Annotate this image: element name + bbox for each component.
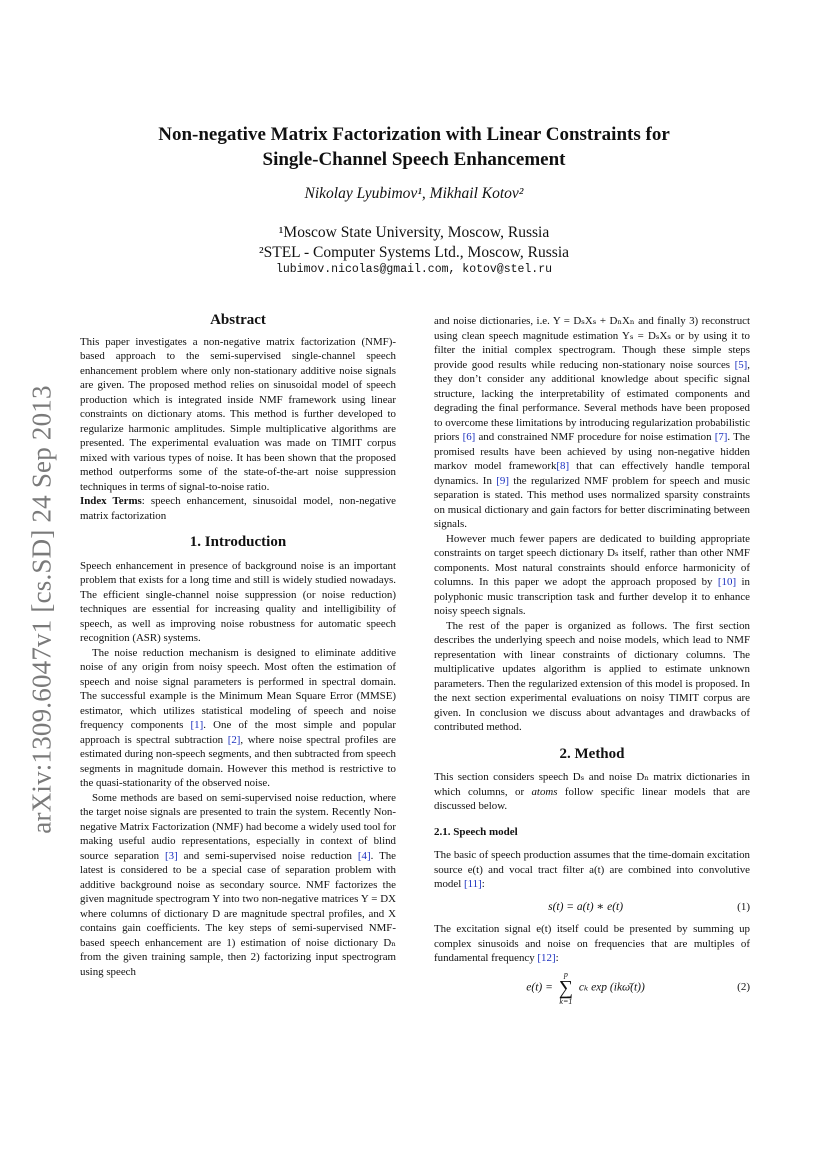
intro-paragraph-2 [80, 646, 396, 791]
affiliation-2: ²STEL - Computer Systems Ltd., Moscow, Russia [258, 244, 570, 261]
index-terms-label: Index Terms [80, 495, 142, 507]
arxiv-id: arXiv:1309.6047v1 [cs.SD] 24 Sep 2013 [26, 384, 57, 834]
right-p1-text-a: and noise dictionaries, i.e. Y = DₛXₛ + DₙXₙ and finally 3) reconstruct using clean speech magnitude estimation Yₛ = DₛXₛ or by using it to filter the initial complex spectrogram. Though these simple steps provide good results while reducing non-stationary noise sources [434, 315, 750, 371]
equation-1 [434, 900, 750, 915]
intro-p2-text-b: . One of the most simple and popular approach is spectral subtraction [80, 719, 396, 746]
sum-lower-limit: k=1 [559, 996, 573, 1006]
index-terms-text: : speech enhancement, sinusoidal model, non-negative matrix factorization [80, 495, 396, 522]
right-p1-text-e: that can effectively handle temporal dynamics. In [434, 460, 750, 487]
intro-p3-text-b: and semi-supervised noise reduction [177, 849, 358, 862]
citation-10[interactable]: [10] [717, 576, 737, 588]
right-p1-text-d: . The promised results have been achieved by using non-negative hidden markov model framework [434, 431, 751, 472]
method-text-b: follow specific linear models that are discussed below. [434, 785, 751, 812]
right-p1-text-b: , they don’t consider any additional knowledge about specific signal structure, lacking the interpretability of estimated components and degrading the final performance. Several methods have been proposed to overcome these limitations by introducing regularization probabilistic priors [434, 358, 750, 443]
citation-7[interactable]: [7] [714, 431, 728, 443]
citation-4[interactable]: [4] [357, 849, 371, 862]
left-column [80, 313, 396, 979]
intro-p2-text-a: The noise reduction mechanism is designed to eliminate additive noise of any origin from noisy speech. Most often the estimation of speech and noise signal parameters is performed in spectral domain. The successful example is the Minimum Mean Square Error (MMSE) estimator, which utilizes statistical modeling of speech and noise frequency components [80, 646, 396, 731]
equation-2-body [434, 970, 737, 1006]
sm-p2-text-a: The excitation signal e(t) itself could be presented by summing up complex sinusoids and noise on frequencies that are multiples of fundamental frequency [434, 923, 750, 964]
abstract-heading: Abstract [210, 312, 266, 328]
right-p1-text-c: and constrained NMF procedure for noise estimation [475, 431, 715, 443]
citation-6[interactable]: [6] [462, 431, 476, 443]
sm-p2-text-b: : [555, 952, 559, 964]
equation-1-body: s(t) = a(t) ∗ e(t) [548, 900, 624, 913]
affiliations [80, 223, 748, 263]
citation-3[interactable]: [3] [165, 849, 178, 862]
right-p1-text-f: the regularized NMF problem for speech and music separation is stated. This method uses normalized sparsity constraints on musical dictionary and gain factors for better discriminating between signals. [434, 474, 751, 530]
citation-1[interactable]: [1] [190, 719, 204, 731]
intro-heading: 1. Introduction [189, 534, 287, 550]
intro-paragraph-1: Speech enhancement in presence of background noise is an important problem that exists for a long time and still is widely studied nowadays. The efficient single-channel noise suppression (or noise reduction) techniques are essential for increasing quality and intelligibility of speech, as well as improving noise robustness for automatic speech recognition (ASR) systems. [80, 559, 396, 644]
intro-p3-text-a: Some methods are based on semi-supervised noise reduction, where the target noise signals are presented to train the system. Recently Non-negative Matrix Factorization (NMF) had become a widely used tool for making useful audio representations, especially in context of blind source separation [80, 791, 396, 862]
speech-model-paragraph-2 [434, 922, 750, 966]
index-terms [80, 494, 396, 523]
equation-2-number: (2) [737, 981, 750, 994]
intro-paragraph-3 [80, 791, 396, 980]
right-paragraph-1 [434, 314, 750, 532]
citation-8[interactable]: [8] [556, 460, 570, 472]
right-paragraph-3: The rest of the paper is organized as follows. The first section describes the underlying speech and noise models, which lead to NMF representation with linear constraints of dictionary columns. The multiplicative updates algorithm is applied to estimate unknown parameters. Then the regularized extension of this model is proposed. In the next section experimental evaluations on noisy TIMIT corpus are given. In conclusion we discuss about advantages and drawbacks of contributed method. [434, 619, 750, 733]
paper-title [80, 122, 748, 172]
method-atoms-term: atoms [531, 785, 558, 798]
method-heading: 2. Method [559, 745, 625, 762]
citation-5[interactable]: [5] [734, 358, 748, 371]
summation-symbol [559, 970, 573, 1006]
affiliation-1: ¹Moscow State University, Moscow, Russia [278, 224, 550, 241]
title-line-1: Non-negative Matrix Factorization with Linear Constraints for [158, 124, 670, 145]
equation-2-lhs: e(t) = [526, 981, 553, 994]
citation-2[interactable]: [2] [227, 733, 241, 746]
right-p2-text-b: in polyphonic music transcription task and further develop it to enhance noisy speech signals. [434, 576, 750, 617]
intro-p2-text-c: , where noise spectral profiles are estimated during non-speech segments, and then subtracted from speech segments in magnitude domain. However this method is restrictive to the quasi-stationarity of the observed noise. [80, 733, 396, 789]
sum-upper-limit: p [563, 969, 568, 979]
method-paragraph [434, 770, 750, 814]
sm-p1-text-a: The basic of speech production assumes that the time-domain excitation source e(t) and vocal tract filter a(t) are combined into convolutive model [434, 849, 750, 890]
speech-model-heading: 2.1. Speech model [434, 825, 518, 838]
citation-9[interactable]: [9] [496, 474, 509, 487]
citation-11[interactable]: [11] [463, 878, 482, 890]
title-line-2: Single-Channel Speech Enhancement [262, 149, 566, 170]
abstract-body: This paper investigates a non-negative matrix factorization (NMF)-based approach to the semi-supervised single-channel speech enhancement problem where only non-stationary additive noise signals are given. The proposed method relies on sinusoidal model of speech production which is integrated inside NMF framework using linear constraints on dictionary atoms. This method is further developed to regularize harmonic amplitudes. Simple multiplicative algorithms are presented. The experimental evaluation was made on TIMIT corpus mixed with various types of noise. It has been shown that the proposed method outperforms some of the state-of-the-art noise suppression techniques in terms of signal-to-noise ratio. [80, 335, 396, 493]
sm-p1-text-b: : [481, 878, 485, 890]
sigma-glyph: ∑ [558, 976, 574, 999]
method-text-a: This section considers speech Dₛ and noise Dₙ matrix dictionaries in which columns, or [434, 771, 750, 798]
speech-model-paragraph-1 [434, 848, 750, 892]
intro-p3-text-c: . The latest is considered to be a special case of separation problem with additive background noise as secondary source. NMF factorizes the given magnitude spectrogram Y into two non-negative matrices Y = DX where columns of dictionary D are magnitude spectral profiles, and X contains gain coefficients. The key steps of semi-supervised NMF-based speech enhancement are 1) estimation of noise dictionary Dₙ from the given training sample, then 2) factorizing input spectrogram using speech [80, 849, 396, 978]
equation-2-rhs: cₖ exp (ikω̄(t)) [578, 981, 645, 994]
right-column [434, 314, 750, 1014]
citation-12[interactable]: [12] [537, 952, 556, 964]
equation-1-number: (1) [737, 900, 750, 913]
right-paragraph-2 [434, 532, 750, 619]
equation-2 [434, 970, 750, 1006]
authors: Nikolay Lyubimov¹, Mikhail Kotov² [304, 185, 524, 202]
emails: lubimov.nicolas@gmail.com, kotov@stel.ru [275, 263, 553, 276]
right-p2-text-a: However much fewer papers are dedicated to building appropriate constraints on target speech dictionary Dₛ itself, rather than other NMF components. Most natural constraints should enforce harmonicity of columns. In this paper we adopt the approach proposed by [434, 532, 750, 588]
arxiv-sidebar [18, 374, 66, 844]
